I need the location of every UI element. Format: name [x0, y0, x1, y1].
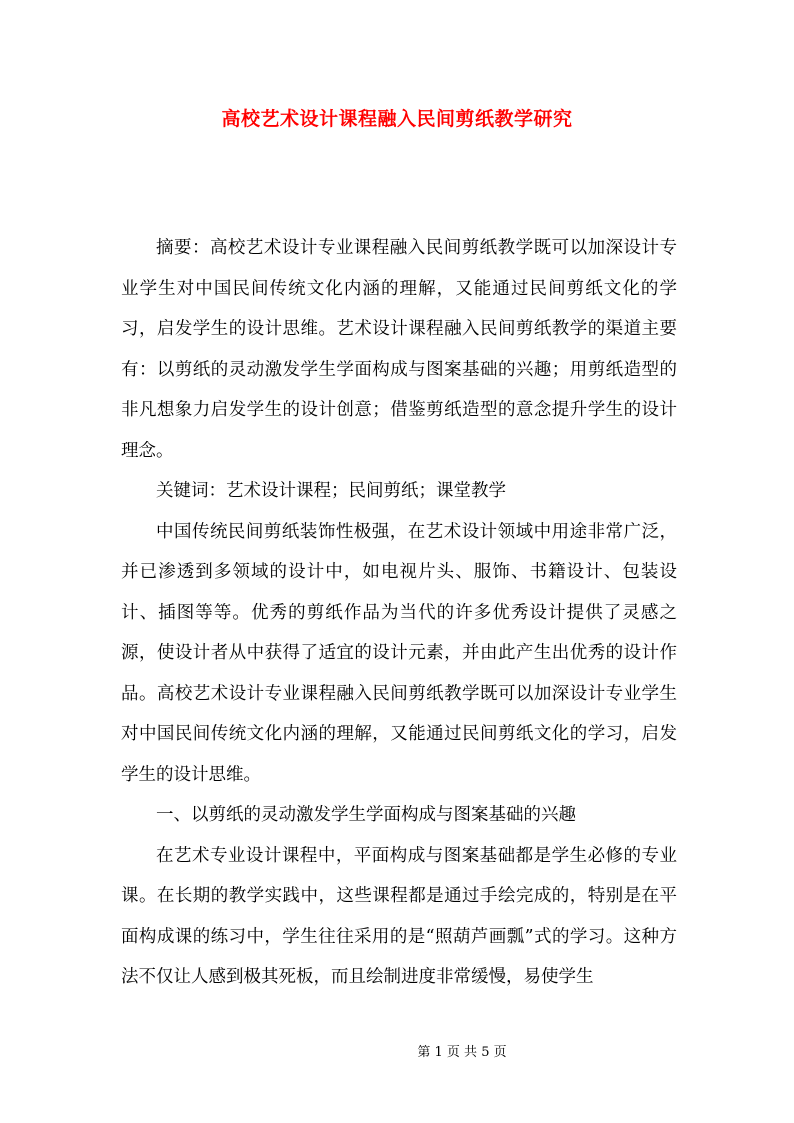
section-heading: 一、以剪纸的灵动激发学生学面构成与图案基础的兴趣	[156, 805, 576, 825]
document-title: 高校艺术设计课程融入民间剪纸教学研究	[221, 108, 573, 130]
keywords-paragraph: 关键词：艺术设计课程；民间剪纸；课堂教学	[156, 481, 506, 501]
abstract-paragraph: 摘要：高校艺术设计专业课程融入民间剪纸教学既可以加深设计专业学生对中国民间传统文化内涵的理解，又能通过民间剪纸文化的学习，启发学生的设计思维。艺术设计课程融入民间剪纸教学的渠道主要有：以剪纸的灵动激发学生学面构成与图案基础的兴趣；用剪纸造型的非凡想象力启发学生的设计创意；借鉴剪纸造型的意念提升学生的设计理念。	[121, 238, 677, 461]
intro-paragraph: 中国传统民间剪纸装饰性极强，在艺术设计领域中用途非常广泛，并已渗透到多领域的设计中，如电视片头、服饰、书籍设计、包装设计、插图等等。优秀的剪纸作品为当代的许多优秀设计提供了灵感之源，使设计者从中获得了适宜的设计元素，并由此产生出优秀的设计作品。高校艺术设计专业课程融入民间剪纸教学既可以加深设计专业学生对中国民间传统文化内涵的理解，又能通过民间剪纸文化的学习，启发学生的设计思维。	[121, 521, 677, 785]
section-paragraph: 在艺术专业设计课程中，平面构成与图案基础都是学生必修的专业课。在长期的教学实践中，这些课程都是通过手绘完成的，特别是在平面构成课的练习中，学生往往采用的是“照葫芦画瓢”式的学习。这种方法不仅让人感到极其死板，而且绘制进度非常缓慢，易使学生	[121, 845, 677, 987]
page-footer: 第 1 页 共 5 页	[417, 1045, 507, 1060]
document-body	[121, 228, 677, 998]
